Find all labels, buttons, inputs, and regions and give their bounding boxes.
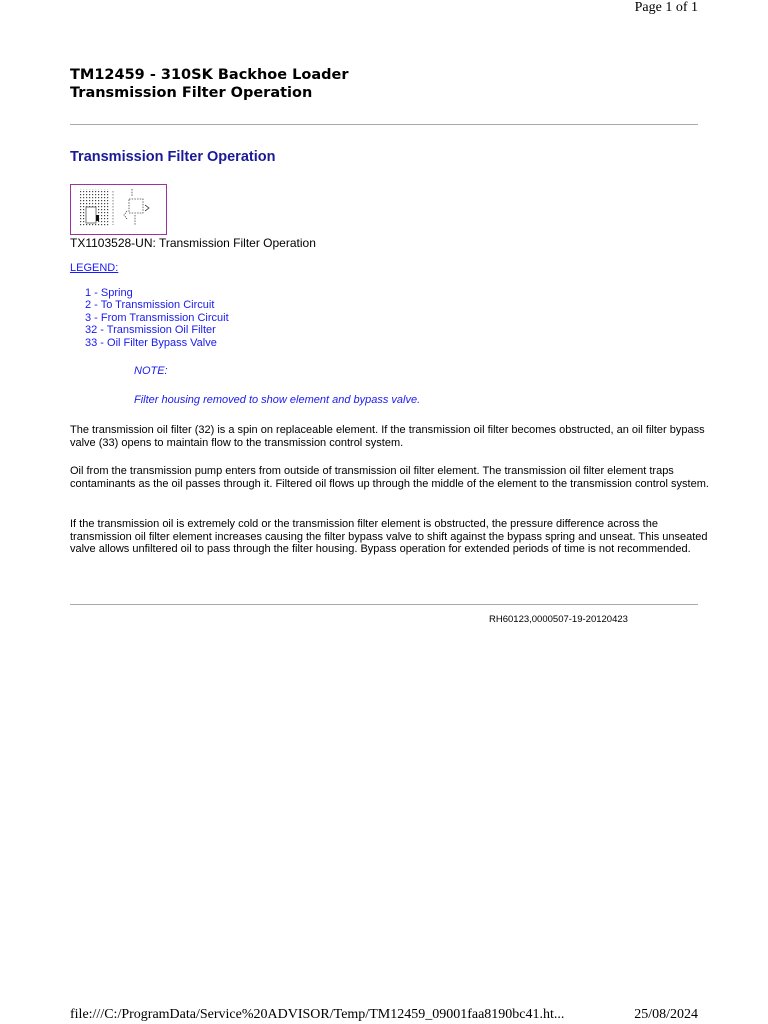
legend-item: 3 - From Transmission Circuit <box>85 311 229 324</box>
legend-list <box>85 287 229 349</box>
figure-caption: TX1103528-UN: Transmission Filter Operation <box>70 236 316 250</box>
file-path: file:///C:/ProgramData/Service%20ADVISOR/Temp/TM12459_09001faa8190bc41.ht... <box>70 1007 565 1022</box>
note-label: NOTE: <box>134 365 168 377</box>
document-title-line-2: Transmission Filter Operation <box>70 85 313 101</box>
top-divider <box>70 124 698 125</box>
note-text: Filter housing removed to show element and bypass valve. <box>134 394 421 406</box>
paragraph-bypass-operation: If the transmission oil is extremely cold or the transmission filter element is obstructed, the pressure difference across the transmission oil filter element increases causing the filter bypass valve to shift against the bypass spring and unseat. This unseated valve allows unfiltered oil to pass through the filter housing. Bypass operation for extended periods of time is not recommended. <box>70 518 708 555</box>
bottom-divider <box>70 604 698 605</box>
page-number: Page 1 of 1 <box>634 0 698 15</box>
print-date: 25/08/2024 <box>634 1007 698 1022</box>
legend-item: 2 - To Transmission Circuit <box>85 299 215 312</box>
document-title <box>70 66 348 102</box>
legend-link[interactable]: LEGEND: <box>70 262 119 274</box>
section-title: Transmission Filter Operation <box>70 149 276 165</box>
paragraph-filter-description: The transmission oil filter (32) is a spin on replaceable element. If the transmission oil filter becomes obstructed, an oil filter bypass valve (33) opens to maintain flow to the transmission control system. <box>70 424 705 449</box>
document-reference-id: RH60123,0000507-19-20120423 <box>489 614 628 625</box>
filter-diagram-image <box>71 185 166 234</box>
legend-item: 33 - Oil Filter Bypass Valve <box>85 336 217 349</box>
filter-diagram-thumbnail[interactable] <box>70 184 167 235</box>
paragraph-oil-flow: Oil from the transmission pump enters from outside of transmission oil filter element. The transmission oil filter element traps contaminants as the oil passes through it. Filtered oil flows up through the middle of the element to the transmission control system. <box>70 465 709 490</box>
document-title-line-1: TM12459 - 310SK Backhoe Loader <box>70 67 349 83</box>
legend-item: 32 - Transmission Oil Filter <box>85 324 216 337</box>
legend-item: 1 - Spring <box>85 287 133 299</box>
